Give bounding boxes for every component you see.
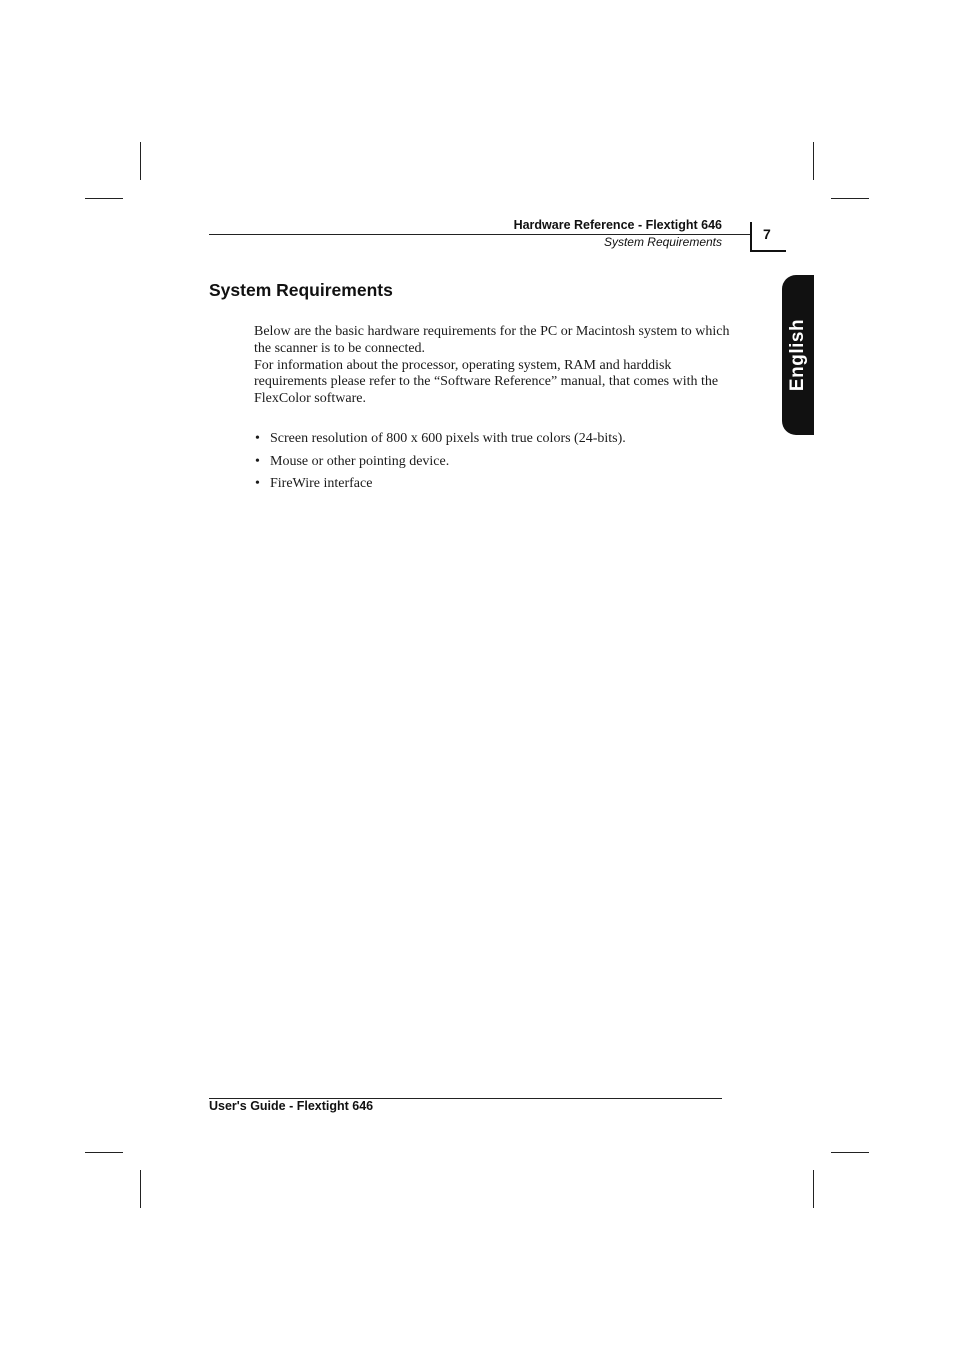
running-header-title: Hardware Reference - Flextight 646 [513, 218, 722, 232]
language-tab-label: English [787, 318, 808, 392]
list-item: • FireWire interface [254, 475, 626, 498]
crop-mark-bottom-left-vertical [140, 1170, 141, 1208]
crop-mark-bottom-right-vertical [813, 1170, 814, 1208]
section-body [254, 324, 734, 408]
crop-mark-top-right-vertical [813, 142, 814, 180]
paragraph-intro: Below are the basic hardware requirements for the PC or Macintosh system to which the scanner is to be connected. [254, 324, 730, 356]
crop-mark-top-right-horizontal [831, 198, 869, 199]
running-footer: User's Guide - Flextight 646 [209, 1099, 374, 1113]
page-number: 7 [763, 226, 771, 242]
crop-mark-top-left-horizontal [85, 198, 123, 199]
crop-mark-bottom-right-horizontal [831, 1152, 869, 1153]
section-title: System Requirements [209, 280, 393, 300]
list-item: • Mouse or other pointing device. [254, 453, 626, 476]
crop-mark-top-left-vertical [140, 142, 141, 180]
paragraph-software-reference: For information about the processor, operating system, RAM and harddisk requirements please refer to the “Software Reference” manual, that comes with the FlexColor software. [254, 357, 719, 407]
running-header-subtitle: System Requirements [603, 235, 722, 249]
crop-mark-bottom-left-horizontal [85, 1152, 123, 1153]
language-tab [782, 275, 814, 435]
requirements-list [254, 430, 626, 498]
list-item: • Screen resolution of 800 x 600 pixels with true colors (24-bits). [254, 430, 626, 453]
